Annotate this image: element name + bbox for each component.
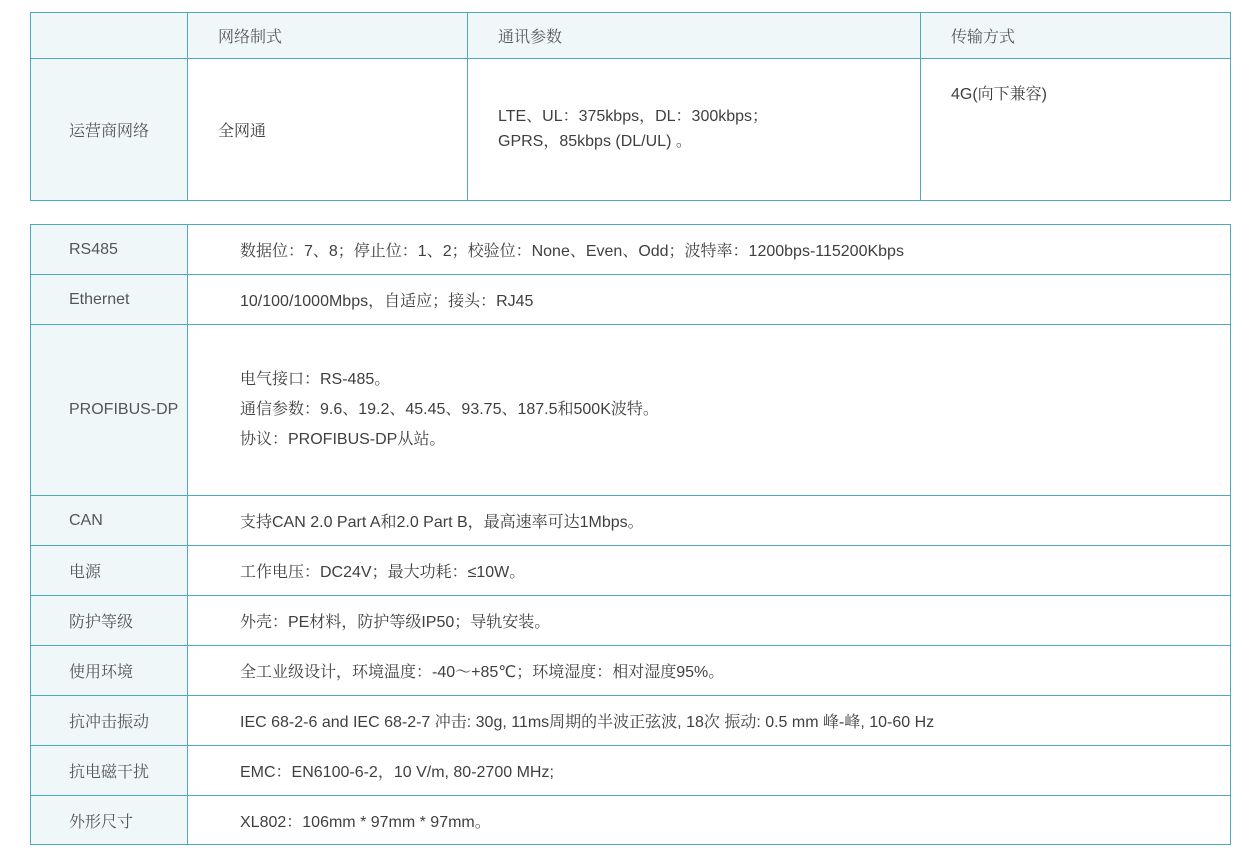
spec-row-shock-vibration (31, 696, 1231, 746)
spec-value: IEC 68-2-6 and IEC 68-2-7 冲击: 30g, 11ms周期的半波正弦波, 18次 振动: 0.5 mm 峰-峰, 10-60 Hz (188, 696, 1231, 746)
profibus-line-2: 通信参数：9.6、19.2、45.45、93.75、187.5和500K波特。 (240, 401, 659, 418)
spec-label: 抗电磁干扰 (31, 746, 188, 796)
spec-value: 全工业级设计，环境温度：-40～+85℃；环境湿度：相对湿度95%。 (188, 646, 1231, 696)
spec-value: EMC：EN6100-6-2，10 V/m, 80-2700 MHz; (188, 746, 1231, 796)
spec-row-rs485 (31, 225, 1231, 275)
spec-value: XL802：106mm * 97mm * 97mm。 (188, 796, 1231, 845)
spec-label: CAN (31, 496, 188, 546)
spec-row-can (31, 496, 1231, 546)
spec-label: Ethernet (31, 275, 188, 325)
carrier-network-label: 运营商网络 (31, 59, 188, 201)
spec-label: 电源 (31, 546, 188, 596)
spec-value: 10/100/1000Mbps，自适应；接头：RJ45 (188, 275, 1231, 325)
spec-value: 支持CAN 2.0 Part A和2.0 Part B，最高速率可达1Mbps。 (188, 496, 1231, 546)
network-table-header-row (31, 13, 1231, 59)
spec-row-power (31, 546, 1231, 596)
spec-value: 外壳：PE材料，防护等级IP50；导轨安装。 (188, 596, 1231, 646)
spec-row-dimensions (31, 796, 1231, 845)
spec-row-emi (31, 746, 1231, 796)
comm-params-value (468, 59, 921, 201)
header-comm-params: 通讯参数 (468, 13, 921, 59)
spec-row-environment (31, 646, 1231, 696)
network-table (30, 12, 1231, 201)
table-gap (30, 201, 1230, 224)
spec-value: 数据位：7、8；停止位：1、2；校验位：None、Even、Odd；波特率：1200bps-115200Kbps (188, 225, 1231, 275)
comm-params-line2: GPRS，85kbps (DL/UL) 。 (498, 133, 692, 150)
header-network-mode: 网络制式 (188, 13, 468, 59)
spec-label: 外形尺寸 (31, 796, 188, 845)
spec-label: 防护等级 (31, 596, 188, 646)
spec-label: 使用环境 (31, 646, 188, 696)
network-table-data-row (31, 59, 1231, 201)
profibus-line-1: 电气接口：RS-485。 (240, 371, 391, 388)
header-empty-cell (31, 13, 188, 59)
spec-label: RS485 (31, 225, 188, 275)
transmission-value: 4G(向下兼容) (921, 59, 1231, 201)
spec-row-ethernet (31, 275, 1231, 325)
header-transmission: 传输方式 (921, 13, 1231, 59)
spec-label: 抗冲击振动 (31, 696, 188, 746)
spec-row-profibus-dp (31, 325, 1231, 496)
network-mode-value: 全网通 (188, 59, 468, 201)
spec-table (30, 224, 1231, 845)
comm-params-line1: LTE、UL：375kbps，DL：300kbps； (498, 108, 769, 125)
spec-value (188, 325, 1231, 496)
spec-row-protection-grade (31, 596, 1231, 646)
spec-label: PROFIBUS-DP (31, 325, 188, 496)
spec-value: 工作电压：DC24V；最大功耗：≤10W。 (188, 546, 1231, 596)
profibus-line-3: 协议：PROFIBUS-DP从站。 (240, 431, 446, 448)
